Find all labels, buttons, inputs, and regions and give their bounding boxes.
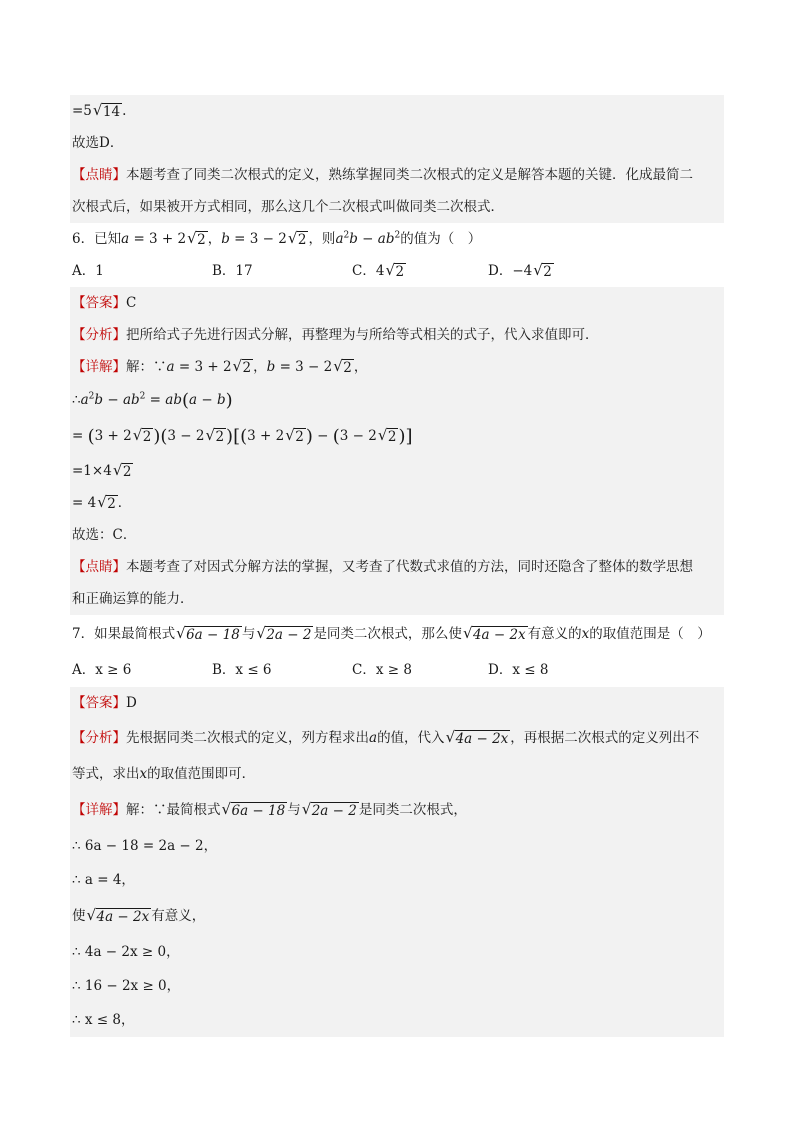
analysis-line-2: 等式，求出x的取值范围即可．	[70, 757, 724, 791]
step-substitute: = (3 + 2 √ 2 )(3 − 2 √ 2 )[(3 + 2 √ 2 ) − (3 − 2 √ 2 )]	[70, 417, 724, 455]
option-c[interactable]: C．x ≥ 8	[352, 662, 412, 678]
option-c[interactable]: C．4 √ 2	[352, 261, 405, 280]
detail-tag: 【详解】	[72, 802, 126, 818]
detail-line: 【详解】解：∵最简根式 √ 6a − 18 与 √ 2a − 2 是同类二次根式，	[70, 791, 724, 829]
detail-tag: 【详解】	[72, 359, 126, 375]
analysis-line: 【分析】先根据同类二次根式的定义，列方程求出a的值，代入 √ 4a − 2x ，再根据二次根式的定义列出不	[70, 719, 724, 757]
analysis-tag: 【分析】	[72, 730, 126, 746]
detail-line: 【详解】解：∵a = 3 + 2 √ 2 ，b = 3 − 2 √ 2 ，	[70, 351, 724, 383]
step-factor: $\therefore a^2b - ab^2 = ab(a - b)$	[70, 383, 724, 417]
answer-tag: 【答案】	[72, 295, 126, 311]
step-5: ∴ 16 − 2x ≥ 0，	[70, 969, 724, 1003]
remark-tag: 【点睛】	[72, 559, 126, 575]
analysis-line: 【分析】把所给式子先进行因式分解，再整理为与所给等式相关的式子，代入求值即可．	[70, 319, 724, 351]
equation-prefix: =5	[72, 103, 92, 119]
remark-line: 【点睛】本题考查了对因式分解方法的掌握，又考查了代数式求值的方法，同时还隐含了整体的数学思想	[70, 551, 724, 583]
step-3: 使 √ 4a − 2x 有意义，	[70, 897, 724, 935]
question-6-stem: 6．已知a = 3 + 2 √ 2 ，b = 3 − 2 √ 2 ，则$a^2b - ab^2$的值为（ ）	[72, 229, 482, 248]
question-7-stem: 7．如果最简根式 √ 6a − 18 与 √ 2a − 2 是同类二次根式，那么使 √ 4a − 2x 有意义的x的取值范围是（ ）	[72, 624, 711, 643]
answer-value: C	[126, 295, 137, 311]
question-number: 6．	[72, 231, 95, 247]
option-d[interactable]: D．x ≤ 8	[488, 662, 549, 678]
step-result: = 4 √ 2 ．	[70, 487, 724, 519]
radical: √ 14	[92, 101, 121, 120]
remark-line-2: 和正确运算的能力．	[70, 583, 724, 615]
question-6-options	[70, 255, 724, 287]
step-2: ∴ a = 4，	[70, 863, 724, 897]
conclusion-line: 故选：C．	[70, 519, 724, 551]
step-4: ∴ 4a − 2x ≥ 0，	[70, 935, 724, 969]
remark-tag: 【点睛】	[72, 167, 126, 183]
equation-line: =5 √ 14 .	[70, 95, 724, 127]
option-b[interactable]: B．17	[212, 263, 253, 279]
remark-line-2: 次根式后，如果被开方式相同，那么这几个二次根式叫做同类二次根式．	[70, 191, 724, 223]
answer-tag: 【答案】	[72, 695, 126, 711]
answer-value: D	[126, 695, 137, 711]
answer-line	[70, 287, 724, 319]
step-product: =1×4 √ 2	[70, 455, 724, 487]
option-b[interactable]: B．x ≤ 6	[212, 662, 272, 678]
question-number: 7．	[72, 626, 95, 642]
conclusion-line: 故选D．	[70, 127, 724, 159]
step-1: ∴ 6a − 18 = 2a − 2，	[70, 829, 724, 863]
option-a[interactable]: A．1	[72, 263, 104, 279]
question-7-options	[70, 653, 724, 687]
option-a[interactable]: A．x ≥ 6	[72, 662, 132, 678]
option-d[interactable]: D．−4 √ 2	[488, 261, 552, 280]
answer-line	[70, 687, 724, 719]
document-page	[70, 95, 724, 1037]
remark-line: 【点睛】本题考查了同类二次根式的定义，熟练掌握同类二次根式的定义是解答本题的关键．化成最简二	[70, 159, 724, 191]
step-6: ∴ x ≤ 8，	[70, 1003, 724, 1037]
analysis-tag: 【分析】	[72, 327, 126, 343]
